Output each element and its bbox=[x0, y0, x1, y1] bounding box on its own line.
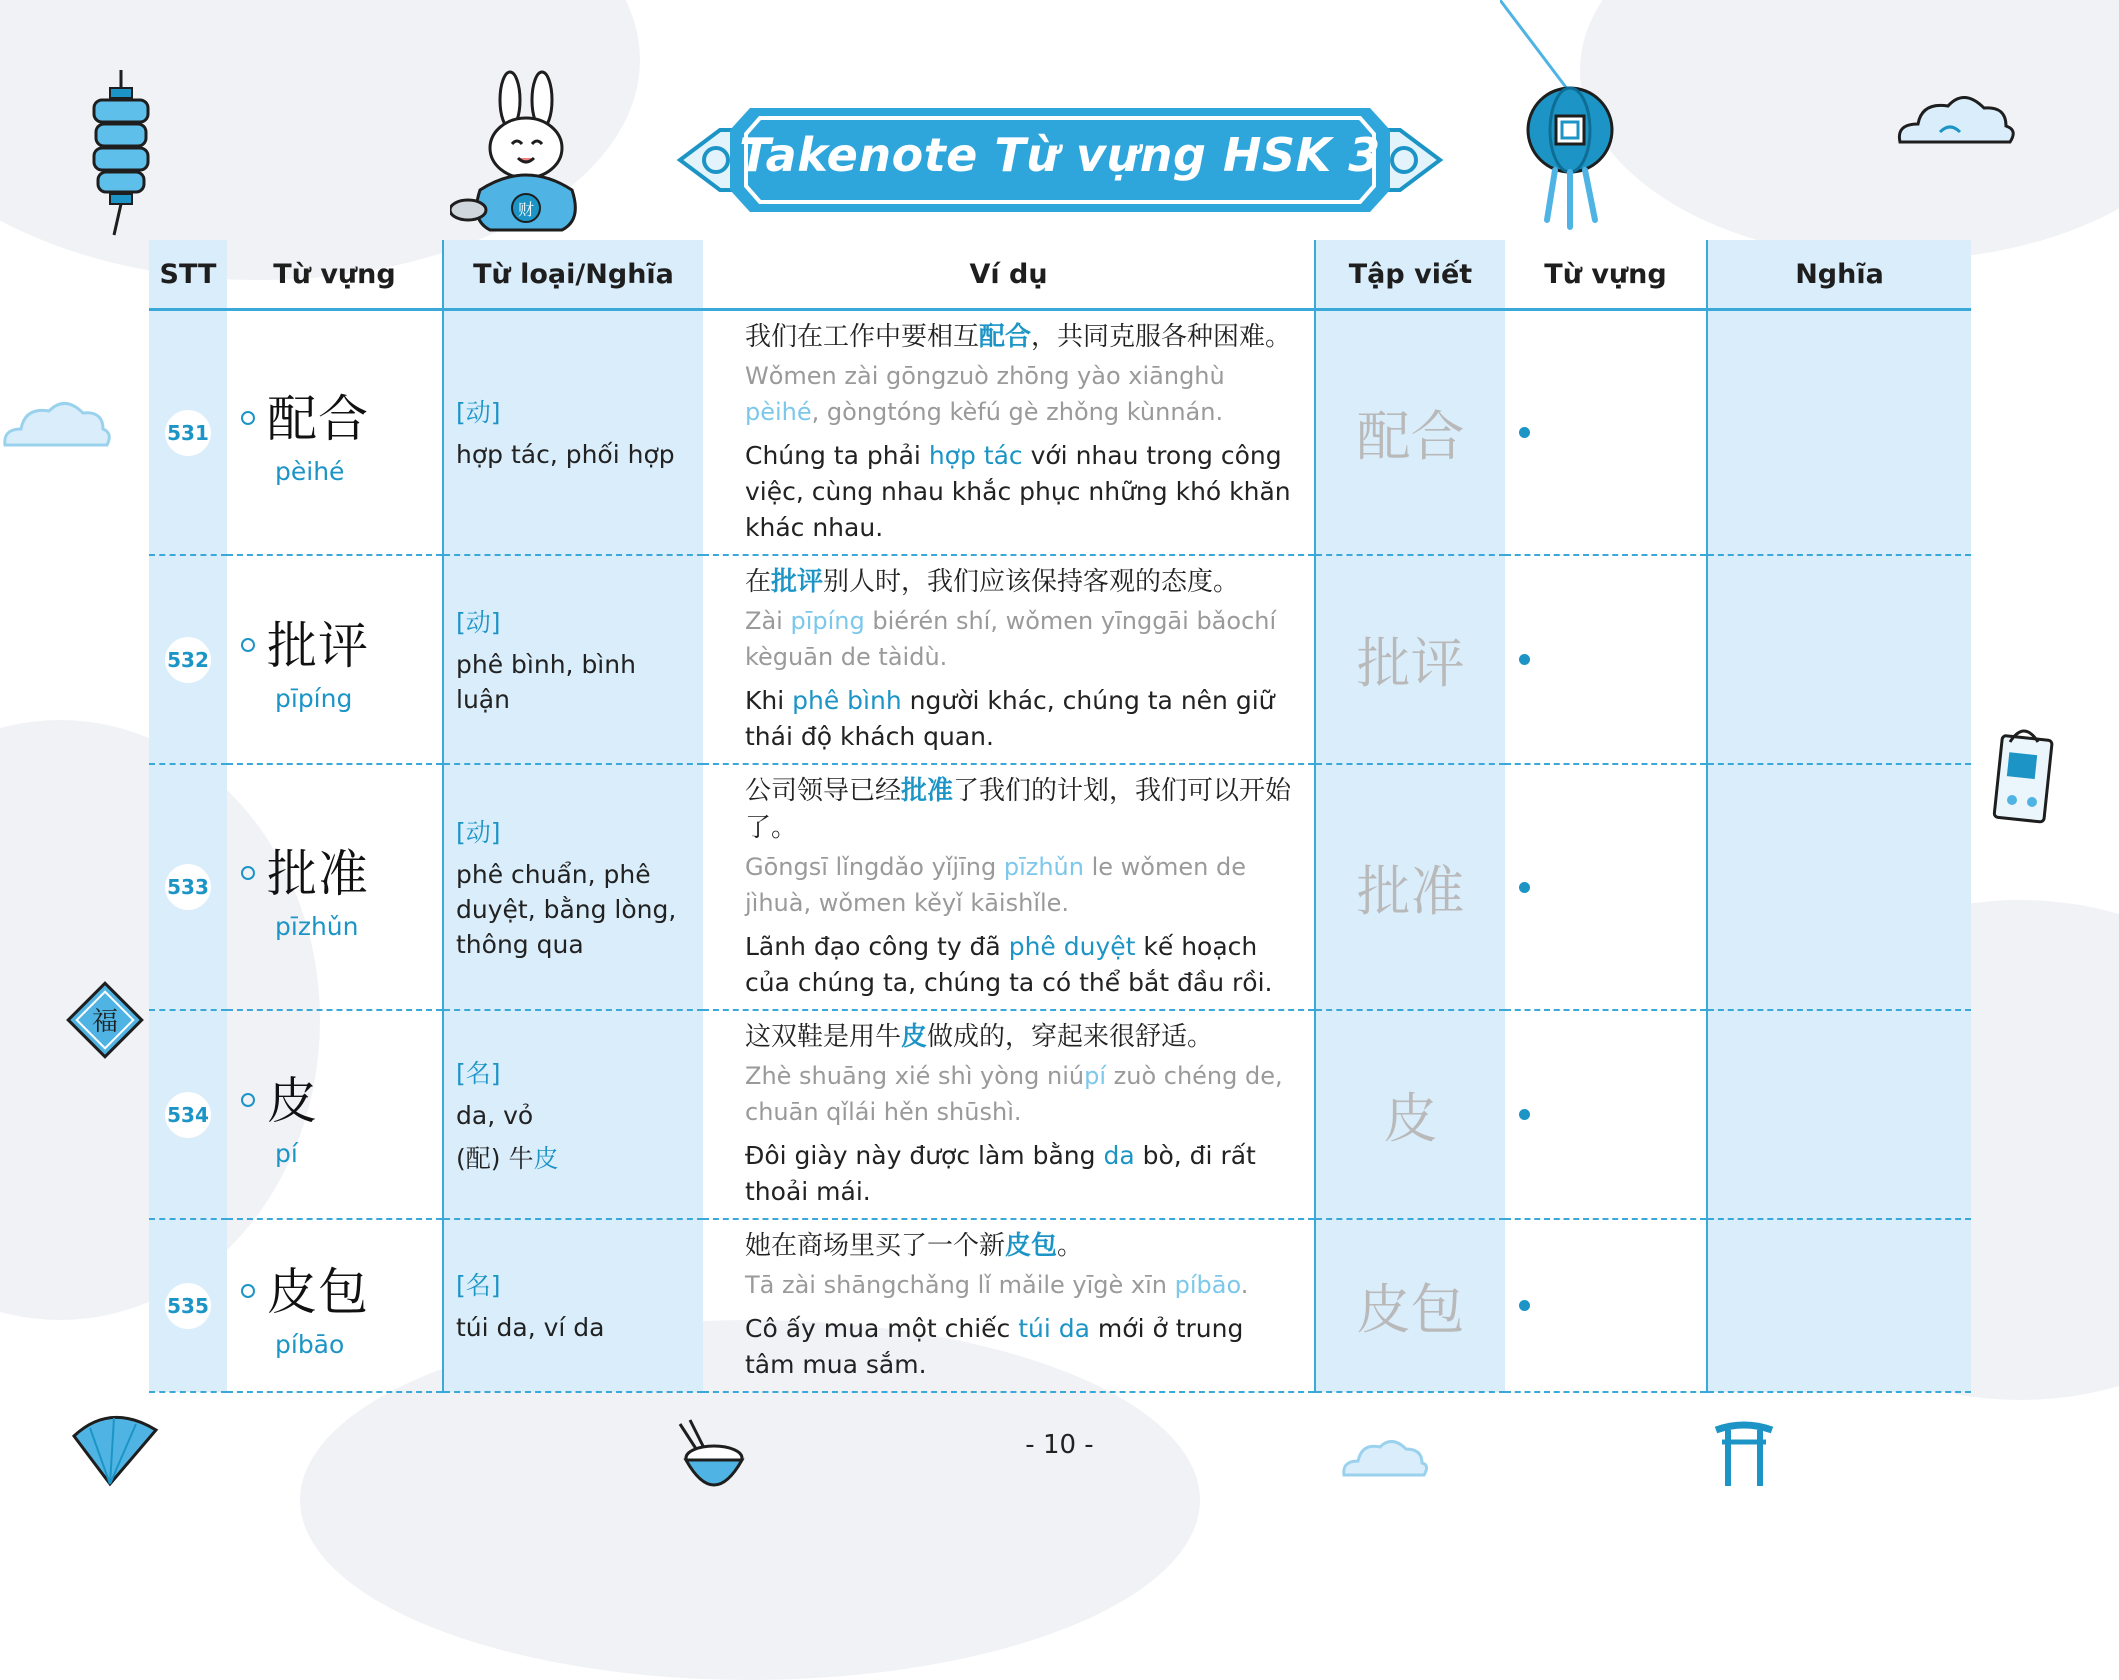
bullet-ring-icon bbox=[241, 1093, 255, 1107]
example-cell bbox=[703, 1219, 1315, 1392]
word-pinyin: pīpíng bbox=[275, 684, 353, 713]
example-vietnamese: Đôi giày này được làm bằng da bò, đi rất thoải mái. bbox=[745, 1141, 1256, 1206]
example-pinyin: Wǒmen zài gōngzuò zhōng yào xiānghù pèihé, gòngtóng kèfú gè zhǒng kùnnán. bbox=[745, 362, 1225, 426]
stt-cell bbox=[149, 764, 227, 1010]
part-of-speech: [名] bbox=[456, 1058, 501, 1088]
part-of-speech: [名] bbox=[456, 1271, 501, 1300]
pos-meaning-cell bbox=[443, 555, 703, 764]
collocation-text: (配) 牛皮 bbox=[456, 1143, 559, 1173]
example-vietnamese: Cô ấy mua một chiếc túi da mới ở trung tâm mua sắm. bbox=[745, 1314, 1244, 1379]
bullet-dot-icon bbox=[1519, 1300, 1530, 1311]
word-pinyin: pí bbox=[275, 1139, 298, 1168]
stt-cell bbox=[149, 1010, 227, 1219]
rabbit-mascot-icon bbox=[450, 70, 610, 240]
pos-meaning-cell bbox=[443, 1219, 703, 1392]
column-header-example: Ví dụ bbox=[703, 240, 1315, 310]
word-pinyin: píbāo bbox=[275, 1330, 345, 1359]
writing-practice-cell: 皮包 bbox=[1315, 1219, 1505, 1392]
part-of-speech: [动] bbox=[456, 398, 501, 427]
example-pinyin: Tā zài shāngchǎng lǐ mǎile yīgè xīn píbāo. bbox=[745, 1271, 1249, 1299]
column-header-word-practice: Từ vựng bbox=[1505, 240, 1707, 310]
bullet-ring-icon bbox=[241, 1284, 255, 1298]
bullet-ring-icon bbox=[241, 866, 255, 880]
meaning-text: phê bình, bình luận bbox=[456, 649, 636, 714]
bullet-dot-icon bbox=[1519, 1109, 1530, 1120]
word-hanzi: 皮包 bbox=[267, 1263, 369, 1321]
part-of-speech: [动] bbox=[456, 607, 501, 637]
example-pinyin: Gōngsī lǐngdǎo yǐjīng pīzhǔn le wǒmen de jìhuà, wǒmen kěyǐ kāishǐle. bbox=[745, 853, 1246, 917]
word-practice-cell bbox=[1505, 310, 1707, 556]
meaning-practice-cell bbox=[1707, 555, 1971, 764]
word-cell bbox=[227, 1219, 443, 1392]
column-header-stt: STT bbox=[149, 240, 227, 310]
example-chinese: 我们在工作中要相互配合，共同克服各种困难。 bbox=[745, 322, 1292, 352]
stt-cell bbox=[149, 1219, 227, 1392]
pos-meaning-cell bbox=[443, 310, 703, 556]
word-practice-cell bbox=[1505, 1219, 1707, 1392]
example-chinese: 在批评别人时，我们应该保持客观的态度。 bbox=[745, 567, 1240, 597]
page-title-wrap bbox=[660, 100, 1460, 220]
vocabulary-table bbox=[149, 240, 1971, 1393]
stt-badge: 532 bbox=[165, 637, 211, 683]
stt-badge: 533 bbox=[165, 864, 211, 910]
svg-text:福: 福 bbox=[91, 1007, 119, 1037]
bullet-ring-icon bbox=[241, 638, 255, 652]
bullet-dot-icon bbox=[1519, 882, 1530, 893]
bullet-ring-icon bbox=[241, 411, 255, 425]
table-row bbox=[149, 764, 1971, 1010]
svg-text:财: 财 bbox=[517, 200, 535, 219]
part-of-speech: [动] bbox=[456, 817, 501, 847]
writing-practice-cell: 配合 bbox=[1315, 310, 1505, 556]
table-row bbox=[149, 555, 1971, 764]
example-chinese: 她在商场里买了一个新皮包。 bbox=[745, 1231, 1084, 1261]
pos-meaning-cell bbox=[443, 1010, 703, 1219]
column-header-pos-meaning: Từ loại/Nghĩa bbox=[443, 240, 703, 310]
stt-badge: 531 bbox=[165, 410, 211, 456]
word-hanzi: 配合 bbox=[267, 390, 369, 448]
word-cell bbox=[227, 764, 443, 1010]
word-pinyin: pīzhǔn bbox=[275, 911, 359, 941]
table-row bbox=[149, 1010, 1971, 1219]
example-chinese: 公司领导已经批准了我们的计划，我们可以开始了。 bbox=[745, 776, 1292, 843]
example-pinyin: Zhè shuāng xié shì yòng niúpí zuò chéng de, chuān qǐlái hěn shūshì. bbox=[745, 1062, 1283, 1126]
writing-practice-cell: 皮 bbox=[1315, 1010, 1505, 1219]
table-row bbox=[149, 310, 1971, 556]
meaning-practice-cell bbox=[1707, 764, 1971, 1010]
example-chinese: 这双鞋是用牛皮做成的，穿起来很舒适。 bbox=[745, 1022, 1214, 1052]
word-practice-cell bbox=[1505, 555, 1707, 764]
writing-practice-cell: 批准 bbox=[1315, 764, 1505, 1010]
page-number: - 10 - bbox=[1025, 1430, 1094, 1460]
word-practice-cell bbox=[1505, 764, 1707, 1010]
bullet-dot-icon bbox=[1519, 427, 1530, 438]
meaning-practice-cell bbox=[1707, 310, 1971, 556]
example-vietnamese: Lãnh đạo công ty đã phê duyệt kế hoạch của chúng ta, chúng ta có thể bắt đầu rồi. bbox=[745, 932, 1273, 997]
cloud-icon bbox=[1890, 92, 2020, 162]
round-lantern-icon bbox=[1500, 0, 1650, 240]
page-title: Takenote Từ vựng HSK 3 bbox=[739, 128, 1381, 182]
column-header-word: Từ vựng bbox=[227, 240, 443, 310]
word-practice-cell bbox=[1505, 1010, 1707, 1219]
word-cell bbox=[227, 555, 443, 764]
meaning-text: hợp tác, phối hợp bbox=[456, 440, 675, 469]
word-pinyin: pèihé bbox=[275, 457, 345, 486]
meaning-text: túi da, ví da bbox=[456, 1313, 605, 1342]
writing-practice-cell: 批评 bbox=[1315, 555, 1505, 764]
meaning-text: phê chuẩn, phê duyệt, bằng lòng, thông qua bbox=[456, 859, 677, 959]
stt-badge: 535 bbox=[165, 1283, 211, 1329]
example-cell bbox=[703, 310, 1315, 556]
example-cell bbox=[703, 764, 1315, 1010]
column-header-meaning-practice: Nghĩa bbox=[1707, 240, 1971, 310]
word-cell bbox=[227, 310, 443, 556]
word-cell bbox=[227, 1010, 443, 1219]
meaning-practice-cell bbox=[1707, 1219, 1971, 1392]
cloud-icon bbox=[0, 395, 115, 465]
meaning-practice-cell bbox=[1707, 1010, 1971, 1219]
stt-badge: 534 bbox=[165, 1092, 211, 1138]
pos-meaning-cell bbox=[443, 764, 703, 1010]
example-vietnamese: Khi phê bình người khác, chúng ta nên giữ thái độ khách quan. bbox=[745, 686, 1275, 751]
example-pinyin: Zài pīpíng biérén shí, wǒmen yīnggāi bǎochí kèguān de tàidù. bbox=[745, 607, 1277, 671]
word-hanzi: 批评 bbox=[267, 617, 369, 675]
bullet-dot-icon bbox=[1519, 654, 1530, 665]
word-hanzi: 皮 bbox=[267, 1072, 318, 1130]
omamori-icon bbox=[1990, 720, 2060, 830]
background-shape bbox=[1580, 0, 2119, 260]
example-cell bbox=[703, 1010, 1315, 1219]
fu-charm-icon bbox=[65, 980, 145, 1060]
meaning-text: da, vỏ bbox=[456, 1100, 534, 1130]
table-header-row bbox=[149, 240, 1971, 310]
column-header-writing: Tập viết bbox=[1315, 240, 1505, 310]
lantern-icon bbox=[86, 70, 156, 240]
word-hanzi: 批准 bbox=[267, 844, 369, 903]
example-vietnamese: Chúng ta phải hợp tác với nhau trong công việc, cùng nhau khắc phục những khó khăn khác nhau. bbox=[745, 441, 1291, 542]
stt-cell bbox=[149, 555, 227, 764]
table-row bbox=[149, 1219, 1971, 1392]
example-cell bbox=[703, 555, 1315, 764]
stt-cell bbox=[149, 310, 227, 556]
